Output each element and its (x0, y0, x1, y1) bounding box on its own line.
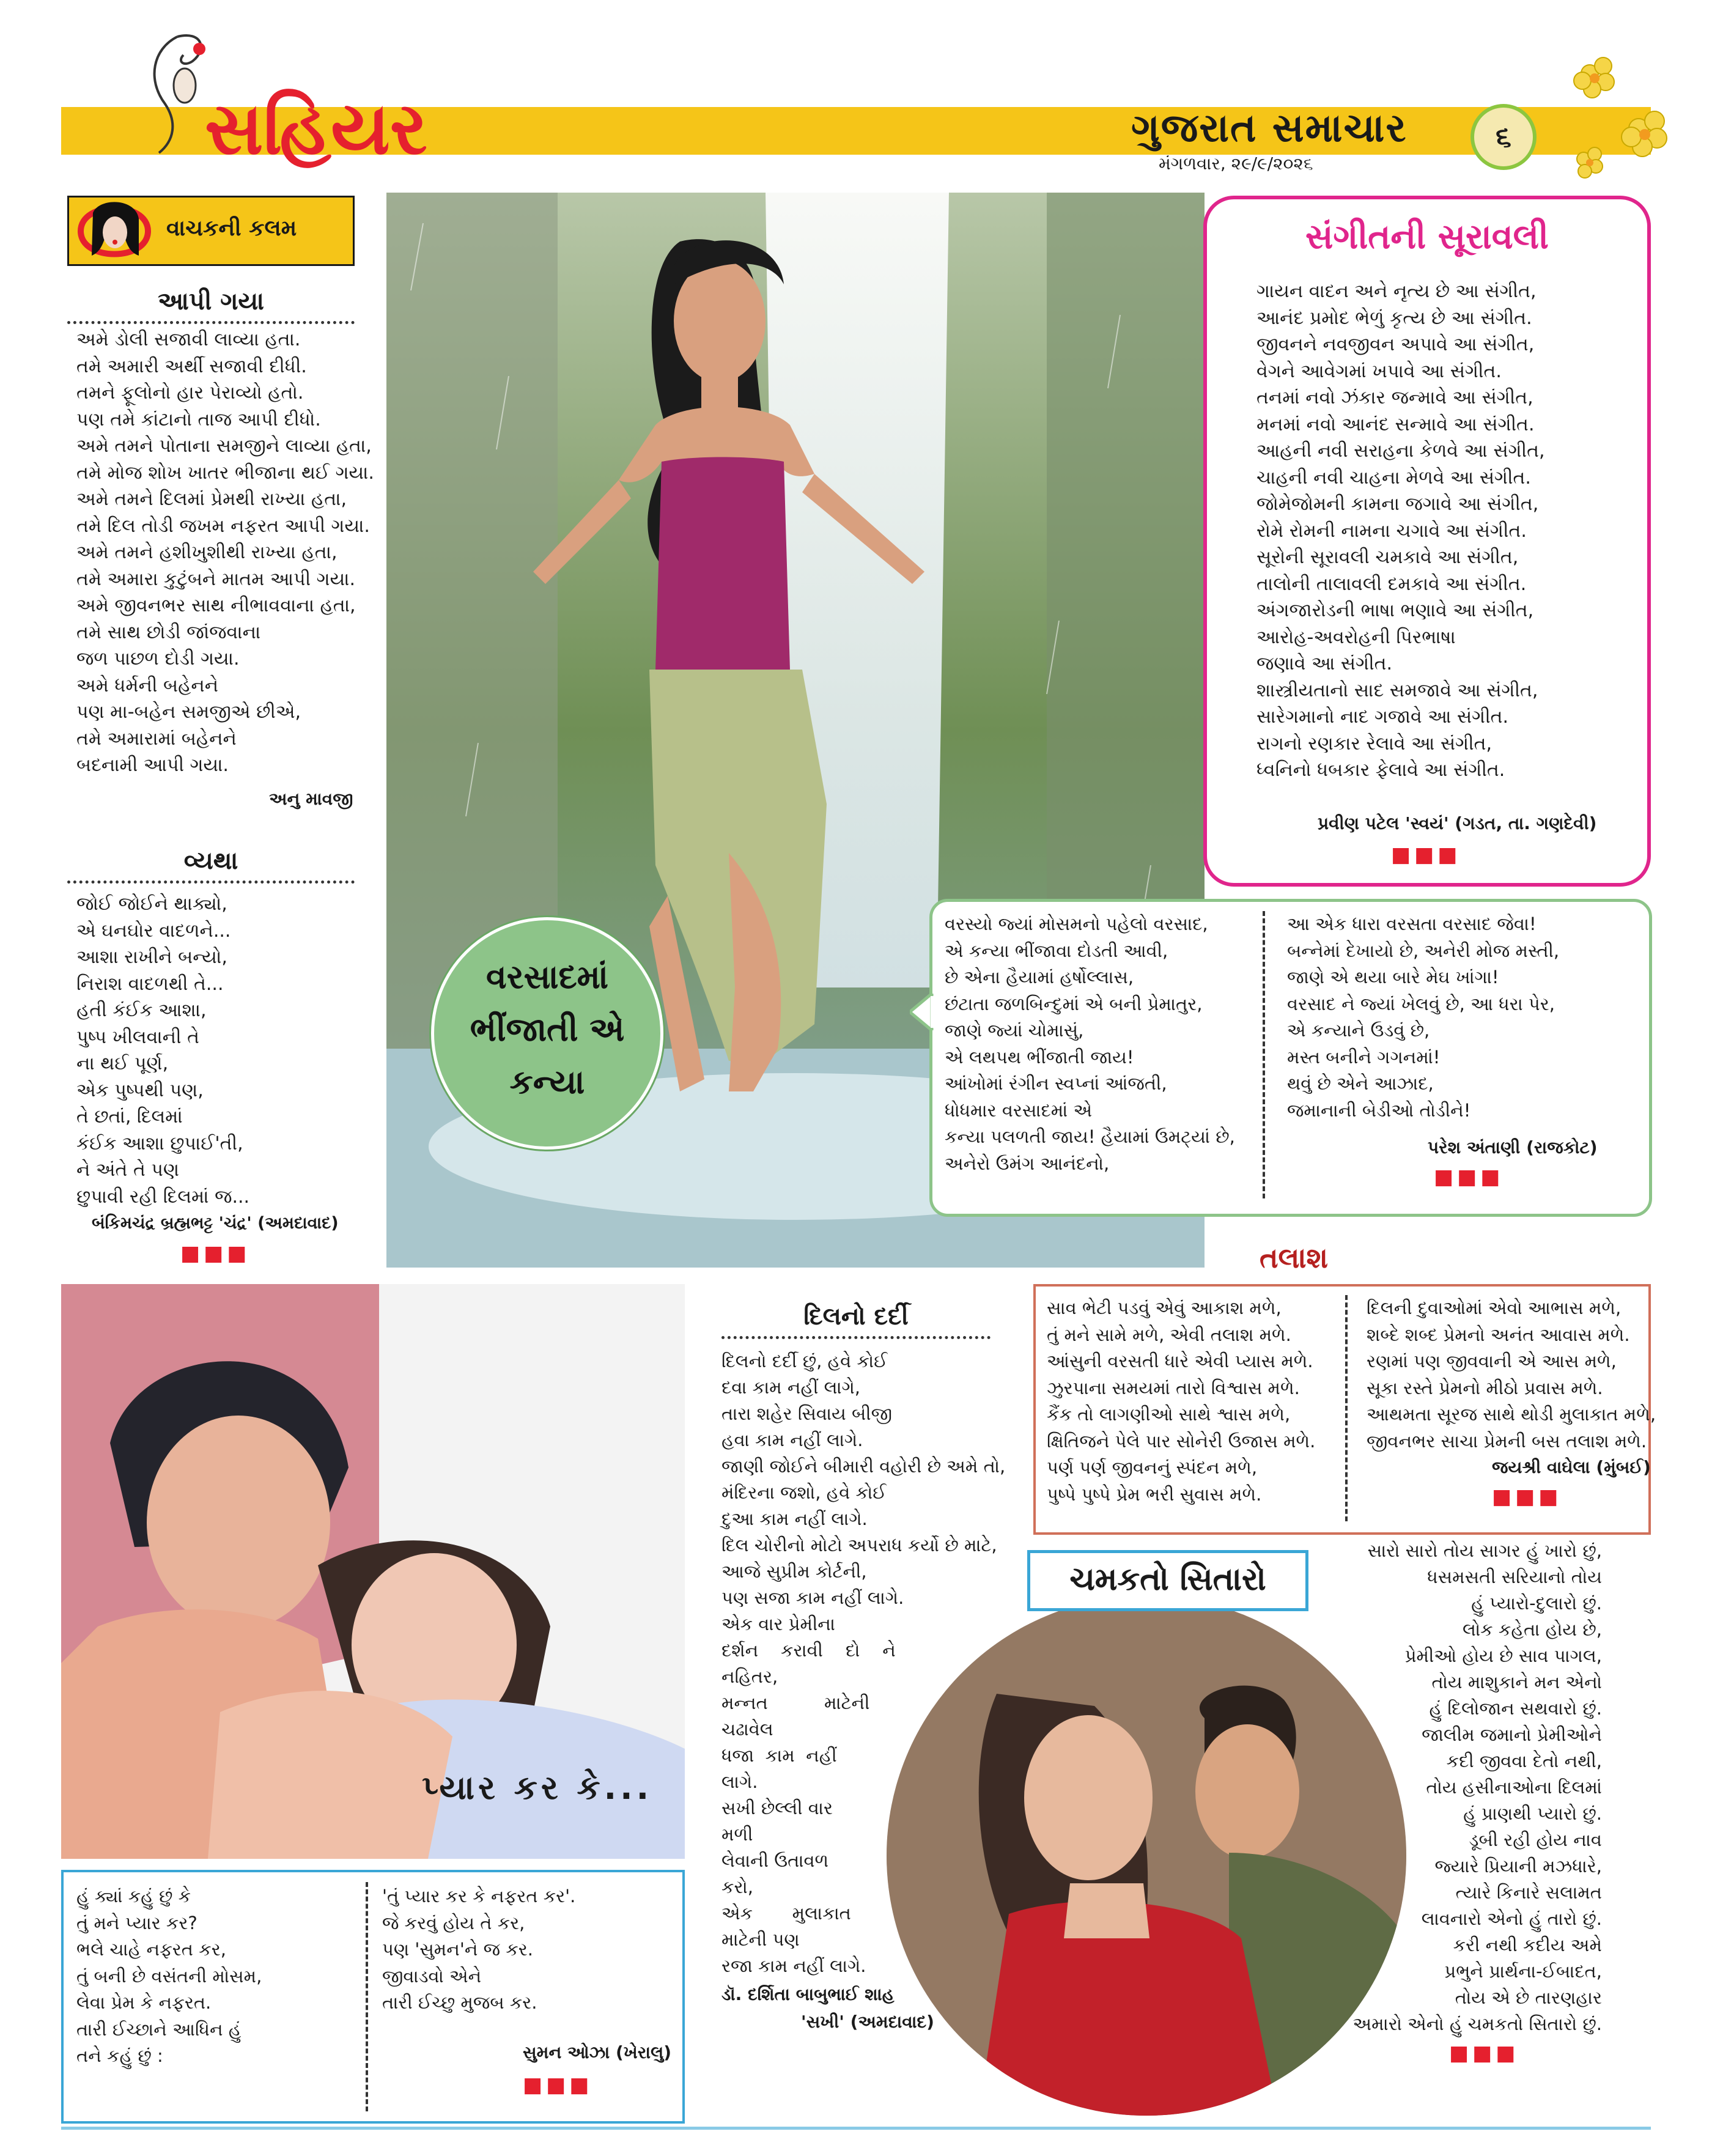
poem-line: લોક કહેતા હોય છે, (1463, 1619, 1602, 1640)
end-marks: ■■■ (1434, 1165, 1504, 1189)
bottom-rule (61, 2127, 1651, 2130)
poem-line: કૈંક તો લાગણીઓ સાથે શ્વાસ મળે, (1047, 1404, 1291, 1425)
poem-line: સારેગમાનો નાદ ગજાવે આ સંગીત. (1256, 706, 1509, 728)
poem-line: જ્યારે પ્રિયાની મઝધારે, (1434, 1856, 1602, 1877)
poem-line: જળ પાછળ દોડી ગયા. (76, 648, 240, 670)
poem-line: 'તું પ્યાર કર કે નફરત કર'. (382, 1886, 576, 1907)
poem-line: દિલનો દર્દી છું, હવે કોઈ (721, 1351, 888, 1371)
end-marks: ■■■ (1391, 843, 1461, 867)
poem-line: તમે અમારામાં બહેનને (76, 728, 237, 750)
page-number: ૬ (1496, 120, 1511, 153)
poem-line: તમને ફૂલોનો હાર પેરાવ્યો હતો. (76, 382, 304, 404)
poem-line: જોઈ જોઈને થાક્યો, (76, 893, 227, 915)
poem-line: શાસ્ત્રીયતાનો સાદ સમજાવે આ સંગીત, (1256, 679, 1538, 701)
poem-line: અમે તમને હશીખુશીથી રાખ્યા હતા, (76, 542, 338, 563)
poem-title: ચમકતો સિતારો (1069, 1561, 1266, 1598)
poem-line: તે છતાં, દિલમાં (76, 1106, 183, 1128)
poem-line: તાલોની તાલાવલી દમકાવે આ સંગીત. (1256, 573, 1527, 595)
poem-line: મસ્ત બનીને ગગનમાં! (1287, 1046, 1441, 1068)
poem-title: આપી ગયા (158, 287, 264, 316)
poem-line: કન્યા પલળતી જાય! હૈયામાં ઉમટ્યાં છે, (945, 1126, 1235, 1147)
poem-line: મંદિરના જશો, હવે કોઈ (721, 1482, 887, 1503)
poem-line: કરો, (721, 1877, 753, 1897)
poem-author: પ્રવીણ પટેલ 'સ્વયં' (ગડત, તા. ગણદેવી) (1318, 813, 1597, 833)
poem-line: ધસમસતી સરિયાનો તોય (1427, 1567, 1602, 1587)
poem-author: સુમન ઓઝા (ખેરાલુ) (523, 2042, 672, 2062)
column-divider (1345, 1295, 1348, 1521)
poem-line: ધજા કામ નહીં (721, 1745, 837, 1766)
poem-line: સખી છેલ્લી વાર (721, 1798, 833, 1818)
title-divider (721, 1336, 991, 1339)
poem-line: માટેની પણ (721, 1929, 800, 1950)
poem-body (1223, 1538, 1602, 2037)
poem-line: તમે સાથ છોડી જાંજવાના (76, 621, 261, 643)
poem-line: આ એક ધારા વરસતા વરસાદ જેવા! (1287, 914, 1537, 934)
end-marks: ■■■ (1449, 2041, 1519, 2066)
poem-line: આશા રાખીને બન્યો, (76, 947, 227, 968)
poem-line: તું બની છે વસંતની મોસમ, (76, 1965, 262, 1987)
poem-line: હું પ્યારો-દુલારો છું. (1471, 1593, 1602, 1614)
poem-line: એક પુષ્પથી પણ, (76, 1079, 204, 1101)
poem-line: જીવનને નવજીવન અપાવે આ સંગીત, (1256, 334, 1535, 355)
poem-line: આરોહ-અવરોહની પિરભાષા (1256, 626, 1456, 648)
poem-line: એ કન્યા ભીંજાવા દોડતી આવી, (945, 940, 1168, 961)
poem-line: પુષ્પ ખીલવાની તે (76, 1026, 199, 1048)
poem-line: જમાનાની બેડીઓ તોડીને! (1287, 1099, 1471, 1121)
poem-line: ને અંતે તે પણ (76, 1159, 180, 1181)
poem-author: જયશ્રી વાઘેલા (મુંબઈ) (1492, 1457, 1651, 1477)
poem-line: તનમાં નવો ઝંકાર જન્માવે આ સંગીત, (1256, 387, 1533, 408)
poem-line: આહની નવી સરાહના કેળવે આ સંગીત, (1256, 440, 1545, 462)
poem-line: અમે ડોલી સજાવી લાવ્યા હતા. (76, 329, 301, 350)
poem-line: તું મને પ્યાર કર? (76, 1912, 197, 1933)
poem-line: બન્નેમાં દેખાયો છે, અનેરી મોજ મસ્તી, (1287, 940, 1560, 961)
poem-line: આંખોમાં રંગીન સ્વપ્નાં આંજતી, (945, 1073, 1167, 1094)
callout-pointer (910, 994, 934, 1030)
poem-body (76, 327, 374, 779)
poem-line: હવા કામ નહીં લાગે. (721, 1430, 863, 1450)
poem-line: કરી નથી કદીય અમે (1453, 1935, 1602, 1955)
poem-line: તોય હસીનાઓના દિલમાં (1426, 1777, 1602, 1798)
poem-line: દવા કામ નહીં લાગે, (721, 1377, 861, 1398)
poem-line: લાગે. (721, 1771, 758, 1792)
poem-line: અમે ધર્મની બહેનને (76, 674, 219, 696)
poem-line: ચાહની નવી ચાહના મેળવે આ સંગીત. (1256, 467, 1531, 489)
poem-line: જીવનભર સાચા પ્રેમની બસ તલાશ મળે. (1367, 1430, 1647, 1452)
poem-line: જોમેજોમની કામના જગાવે આ સંગીત, (1256, 493, 1539, 515)
poem-line: વરસાદ ને જ્યાં ખેલવું છે, આ ધરા પેર, (1287, 993, 1555, 1014)
poem-column-right (382, 1883, 575, 2017)
poem-line: અનેરો ઉમંગ આનંદનો, (945, 1153, 1110, 1174)
poem-line: પ્રભુને પ્રાર્થના-ઈબાદત, (1444, 1961, 1602, 1982)
poem-line: દુઆ કામ નહીં લાગે. (721, 1508, 868, 1529)
poem-line: જણાવે આ સંગીત. (1256, 653, 1393, 674)
poem-line: લાવનારો એનો હું તારો છું. (1421, 1908, 1602, 1929)
column-divider (366, 1882, 368, 2111)
poem-line: એ કન્યાને ઉડવું છે, (1287, 1020, 1430, 1041)
poem-author: ડૉ. દર્શિતા બાબુભાઈ શાહ (721, 1984, 895, 2004)
poem-line: તમે અમારી અર્થી સજાવી દીધી. (76, 355, 307, 377)
poem-line: ક્ષિતિજને પેલે પાર સોનેરી ઉજાસ મળે. (1047, 1430, 1316, 1452)
flower-decoration-icon (1547, 37, 1669, 196)
poem-line: આથમતા સૂરજ સાથે થોડી મુલાકાત મળે, (1367, 1404, 1656, 1425)
poem-line: મનમાં નવો આનંદ સન્માવે આ સંગીત. (1256, 413, 1535, 435)
poem-line: જે કરવું હોય તે કર, (382, 1912, 525, 1933)
poem-line: થવું છે એને આઝાદ, (1287, 1073, 1434, 1094)
poem-column-left (76, 1883, 262, 2070)
poem-line: વેગને આવેગમાં ખપાવે આ સંગીત. (1256, 360, 1502, 382)
poem-line: ગાયન વાદન અને નૃત્ય છે આ સંગીત, (1256, 281, 1537, 302)
poem-line: મન્નત માટેની (721, 1693, 870, 1713)
poem-line: લેવાની ઉતાવળ (721, 1850, 829, 1871)
poem-line: સારો સારો તોય સાગર હું ખારો છું, (1367, 1540, 1602, 1561)
masthead-logo-icon (141, 24, 214, 159)
poem-line: પણ મા-બહેન સમજીએ છીએ, (76, 701, 301, 723)
poem-author: 'સખી' (અમદાવાદ) (801, 2012, 934, 2032)
poem-line: રોમે રોમની નામના ચગાવે આ સંગીત. (1256, 520, 1527, 542)
poem-line: પણ સજા કામ નહીં લાગે. (721, 1587, 904, 1608)
poem-line: મળી (721, 1824, 753, 1845)
poem-line: કંઈક આશા છુપાઈ'તી, (76, 1132, 243, 1154)
poem-line: તારા શહેર સિવાય બીજી (721, 1403, 892, 1424)
poem-line: દર્શન કરાવી દો ને (721, 1640, 896, 1661)
poem-line: તારી ઈચ્છાને આધિન હું (76, 2018, 242, 2040)
poem-line: રજા કામ નહીં લાગે. (721, 1955, 866, 1976)
poem-line: જીવાડવો એને (382, 1965, 482, 1987)
poem-line: તમે મોજ શોખ ખાતર ભીજાના થઈ ગયા. (76, 462, 374, 484)
poem-column-right (1367, 1295, 1656, 1455)
poem-line: સૂરોની સૂરાવલી ચમકાવે આ સંગીત, (1256, 547, 1519, 568)
poem-line: આનંદ પ્રમોદ ભેળું કૃત્ય છે આ સંગીત. (1256, 307, 1532, 329)
poem-title: દિલનો દર્દી (803, 1302, 909, 1331)
poem-line: જાલીમ જમાનો પ્રેમીઓને (1422, 1724, 1602, 1745)
poem-line: હું પ્રાણથી પ્યારો છું. (1463, 1803, 1602, 1824)
poem-line: તું મને સામે મળે, એવી તલાશ મળે. (1047, 1324, 1291, 1345)
poem-line: પર્ણ પર્ણ જીવનનું સ્પંદન મળે, (1047, 1457, 1258, 1478)
end-marks: ■■■ (180, 1241, 251, 1266)
poem-line: ના થઈ પૂર્ણ, (76, 1053, 169, 1074)
poem-line: એ ઘનઘોર વાદળને... (76, 920, 231, 942)
poem-line: છંટાતા જળબિન્દુમાં એ બની પ્રેમાતુર, (945, 993, 1203, 1014)
page-number-badge (1470, 104, 1537, 170)
column-label: વાચકની કલમ (166, 216, 297, 241)
poem-line: હતી કંઈક આશા, (76, 1000, 207, 1021)
poem-line: હું દિલોજાન સથવારો છું. (1429, 1698, 1602, 1719)
poem-line: તને કહું છું : (76, 2045, 163, 2066)
poem-author: પરેશ અંતાણી (રાજકોટ) (1428, 1137, 1598, 1157)
title-divider (67, 880, 355, 884)
poem-column-left (945, 911, 1235, 1177)
poem-line: પુષ્પે પુષ્પે પ્રેમ ભરી સુવાસ મળે. (1047, 1483, 1262, 1505)
feature-badge-title: વરસાદમાં ભીંજાતી એ કન્યા (470, 958, 625, 1101)
poem-line: આંસુની વરસતી ધારે એવી પ્યાસ મળે. (1047, 1351, 1313, 1371)
poem-title: સંગીતની સૂરાવલી (1305, 217, 1549, 257)
poem-line: પ્રેમીઓ હોય છે સાવ પાગલ, (1404, 1645, 1602, 1666)
poem-line: લેવા પ્રેમ કે નફરત. (76, 1992, 212, 2013)
poem-line: એક વાર પ્રેમીના (721, 1614, 835, 1634)
poem-title: તલાશ (1260, 1241, 1329, 1274)
poem-line: તારી ઈચ્છુ મુજબ કર. (382, 1992, 537, 2013)
poem-line: તોય માશુકાને મન એનો (1431, 1672, 1602, 1693)
poem-line: જાણે એ થયા બારે મેઘ ખાંગા! (1287, 967, 1499, 988)
poem-line: છે એના હૈયામાં હર્ષોલ્લાસ, (945, 967, 1134, 988)
column-divider (1263, 911, 1265, 1198)
poem-line: રાગનો રણકાર રેલાવે આ સંગીત, (1256, 733, 1492, 755)
poem-line: અમે જીવનભર સાથ નીભાવવાના હતા, (76, 595, 356, 616)
poem-line: અમે તમને દિલમાં પ્રેમથી રાખ્યા હતા, (76, 489, 347, 510)
brand-title: સહિયર (205, 86, 427, 171)
end-marks: ■■■ (523, 2073, 593, 2097)
poem-line: આજે સુપ્રીમ કોર્ટની, (721, 1561, 867, 1582)
poem-line: પણ તમે કાંટાનો તાજ આપી દીધો. (76, 408, 321, 430)
poem-line: પણ 'સુમન'ને જ કર. (382, 1939, 534, 1960)
poem-line: તોય એ છે તારણહાર (1455, 1987, 1602, 2008)
poem-line: એક મુલાકાત (721, 1903, 851, 1924)
poem-author: બંકિમચંદ્ર બ્રહ્મભટ્ટ 'ચંદ્ર' (અમદાવાદ) (92, 1214, 339, 1233)
poem-line: ભલે ચાહે નફરત કર, (76, 1939, 226, 1960)
issue-date: મંગળવાર, ૨૯/૯/૨૦૨૬ (1159, 153, 1313, 174)
poem-line: દિલ ચોરીનો મોટો અપરાધ કર્યો છે માટે, (721, 1535, 997, 1556)
poem-line: નિરાશ વાદળથી તે... (76, 973, 224, 995)
poem-author: અનુ માવજી (269, 789, 353, 809)
poem-body (1256, 278, 1545, 784)
poem-line: છુપાવી રહી દિલમાં જ... (76, 1186, 250, 1208)
newspaper-name: ગુજરાત સમાચાર (1131, 106, 1408, 151)
poem-line: અમારો એનો હું ચમકતો સિતારો છું. (1352, 2014, 1602, 2034)
poem-line: સૂકા રસ્તે પ્રેમનો મીઠો પ્રવાસ મળે. (1367, 1377, 1603, 1398)
poem-line: વરસ્યો જ્યાં મોસમનો પહેલો વરસાદ, (945, 914, 1208, 934)
title-divider (67, 321, 355, 324)
poem-line: ધોધમાર વરસાદમાં એ (945, 1099, 1093, 1121)
poem-column-left (1047, 1295, 1315, 1508)
poem-line: રણમાં પણ જીવવાની એ આસ મળે, (1367, 1351, 1617, 1371)
end-marks: ■■■ (1492, 1485, 1562, 1509)
poem-line: દિલની દુવાઓમાં એવો આભાસ મળે, (1367, 1298, 1622, 1318)
poem-line: અંગજારોડની ભાષા ભણાવે આ સંગીત, (1256, 600, 1534, 621)
poem-line: તમે દિલ તોડી જખમ નફરત આપી ગયા. (76, 515, 370, 537)
couple-caption: પ્યાર કર કે... (422, 1768, 653, 1807)
poem-title: વ્યથા (183, 847, 238, 875)
poem-line: ધ્વનિનો ધબકાર ફેલાવે આ સંગીત. (1256, 759, 1505, 781)
poem-line: ડૂબી રહી હોય નાવ (1469, 1829, 1602, 1850)
poem-line: સાવ ભેટી પડવું એવું આકાશ મળે, (1047, 1298, 1282, 1318)
poem-line: અમે તમને પોતાના સમજીને લાવ્યા હતા, (76, 435, 372, 457)
poem-line: એ લથપથ ભીંજાતી જાય! (945, 1046, 1134, 1068)
poem-line: ત્યારે કિનારે સલામત (1455, 1882, 1602, 1903)
poem-line: જાણે જ્યાં ચોમાસું, (945, 1020, 1084, 1041)
poem-column-right (1287, 911, 1559, 1124)
poem-line: નહિતર, (721, 1666, 778, 1687)
poem-line: હું ક્યાં કહું છું કે (76, 1886, 191, 1907)
poem-line: શબ્દે શબ્દ પ્રેમનો અનંત આવાસ મળે. (1367, 1324, 1630, 1345)
poem-line: કદી જીવવા દેતો નથી, (1446, 1751, 1602, 1771)
poem-line: જાણી જોઈને બીમારી વહોરી છે અમે તો, (721, 1456, 1006, 1477)
column-portrait-icon (68, 194, 160, 268)
poem-body (76, 891, 249, 1210)
poem-line: ચઢાવેલ (721, 1719, 773, 1740)
poem-line: ઝુરપાના સમયમાં તારો વિશ્વાસ મળે. (1047, 1377, 1300, 1398)
poem-line: તમે અમારા કુટુંબને માતમ આપી ગયા. (76, 568, 356, 590)
poem-line: બદનામી આપી ગયા. (76, 755, 229, 776)
